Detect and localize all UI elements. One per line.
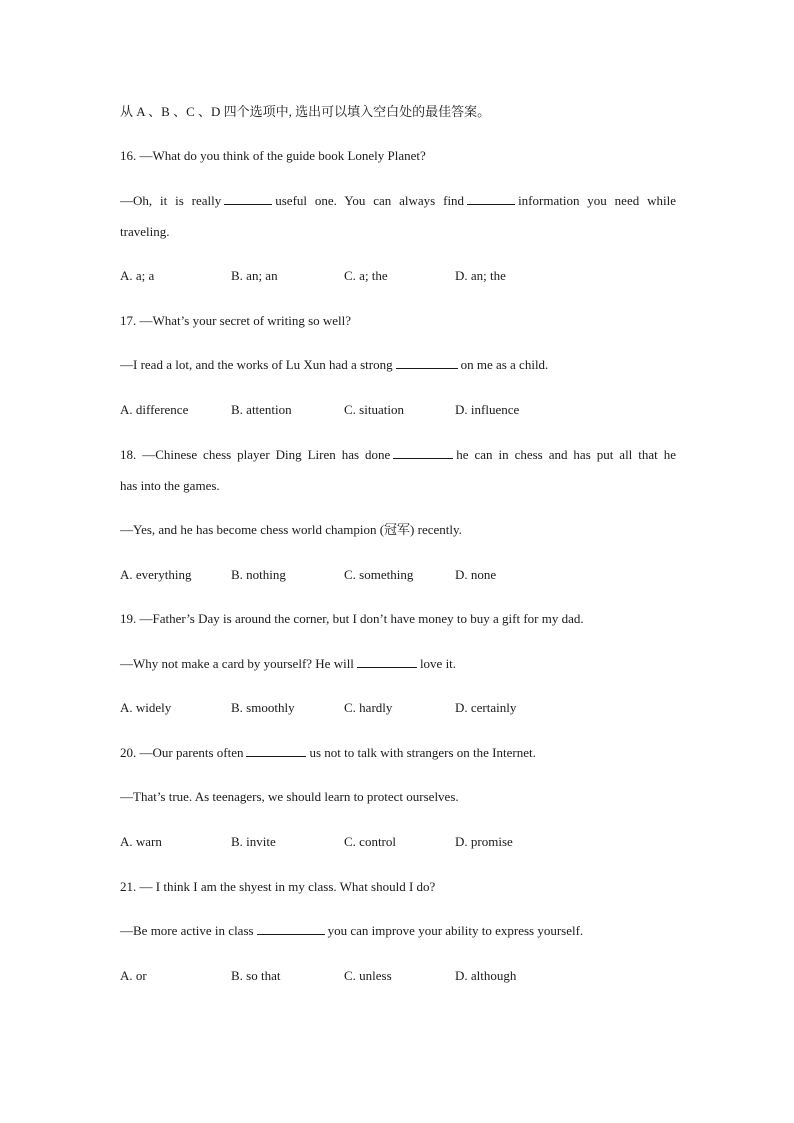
options-17 xyxy=(120,401,676,419)
answer-16-continued: traveling. xyxy=(120,224,170,239)
question-16-text: 16. —What do you think of the guide book Lonely Planet? xyxy=(120,148,426,163)
answer-17-part-1: —I read a lot, and the works of Lu Xun had a strong xyxy=(120,357,393,372)
option-17-c: C. situation xyxy=(344,402,404,417)
answer-16-part-3: information you need while xyxy=(518,193,676,208)
blank-18 xyxy=(393,446,453,459)
option-20-d: D. promise xyxy=(455,834,513,849)
option-21-c: C. unless xyxy=(344,968,392,983)
question-18-line xyxy=(120,446,676,464)
question-18-part-2: he can in chess and has put all that he xyxy=(456,447,676,462)
answer-21-line xyxy=(120,922,676,940)
option-19-c: C. hardly xyxy=(344,700,393,715)
question-20-part-1: 20. —Our parents often xyxy=(120,745,244,760)
options-20 xyxy=(120,833,676,851)
option-21-d: D. although xyxy=(455,968,517,983)
answer-16-line xyxy=(120,192,676,210)
option-17-b: B. attention xyxy=(231,402,292,417)
answer-21-part-1: —Be more active in class xyxy=(120,923,254,938)
answer-17-line xyxy=(120,356,676,374)
option-18-a: A. everything xyxy=(120,567,192,582)
blank-19 xyxy=(357,655,417,668)
option-21-b: B. so that xyxy=(231,968,281,983)
blank-16-2 xyxy=(467,192,515,205)
options-16 xyxy=(120,267,676,285)
answer-21-part-2: you can improve your ability to express yourself. xyxy=(327,923,584,938)
option-20-a: A. warn xyxy=(120,834,162,849)
question-17-text: 17. —What’s your secret of writing so well? xyxy=(120,313,352,328)
instruction-text: 从 A 、B 、C 、D 四个选项中, 选出可以填入空白处的最佳答案。 xyxy=(120,104,491,119)
answer-19-part-2: love it. xyxy=(419,656,457,671)
option-20-c: C. control xyxy=(344,834,396,849)
blank-16-1 xyxy=(224,192,272,205)
options-18 xyxy=(120,566,676,584)
answer-19-part-1: —Why not make a card by yourself? He will xyxy=(120,656,354,671)
option-18-c: C. something xyxy=(344,567,414,582)
options-21 xyxy=(120,967,676,985)
option-18-d: D. none xyxy=(455,567,497,582)
option-16-b: B. an; an xyxy=(231,268,278,283)
answer-16-part-2: useful one. You can always find xyxy=(275,193,465,208)
answer-20-text: —That’s true. As teenagers, we should learn to protect ourselves. xyxy=(120,789,459,804)
option-19-b: B. smoothly xyxy=(231,700,295,715)
blank-17 xyxy=(396,356,458,369)
answer-18-text: —Yes, and he has become chess world champion (冠军) recently. xyxy=(120,522,462,537)
option-21-a: A. or xyxy=(120,968,147,983)
option-16-d: D. an; the xyxy=(455,268,506,283)
answer-16-part-1: —Oh, it is really xyxy=(120,193,222,208)
question-21-text: 21. — I think I am the shyest in my class. What should I do? xyxy=(120,879,436,894)
question-20-line xyxy=(120,744,676,762)
option-17-a: A. difference xyxy=(120,402,189,417)
option-19-a: A. widely xyxy=(120,700,172,715)
question-20-part-2: us not to talk with strangers on the Internet. xyxy=(309,745,536,760)
option-16-a: A. a; a xyxy=(120,268,155,283)
blank-21 xyxy=(257,922,325,935)
question-19-text: 19. —Father’s Day is around the corner, but I don’t have money to buy a gift for my dad. xyxy=(120,611,584,626)
option-17-d: D. influence xyxy=(455,402,520,417)
question-18-part-1: 18. —Chinese chess player Ding Liren has done xyxy=(120,447,391,462)
options-19 xyxy=(120,699,676,717)
option-20-b: B. invite xyxy=(231,834,276,849)
blank-20 xyxy=(246,744,306,757)
question-18-continued: has into the games. xyxy=(120,478,220,493)
option-16-c: C. a; the xyxy=(344,268,388,283)
answer-19-line xyxy=(120,655,676,673)
answer-17-part-2: on me as a child. xyxy=(460,357,549,372)
option-19-d: D. certainly xyxy=(455,700,517,715)
option-18-b: B. nothing xyxy=(231,567,286,582)
